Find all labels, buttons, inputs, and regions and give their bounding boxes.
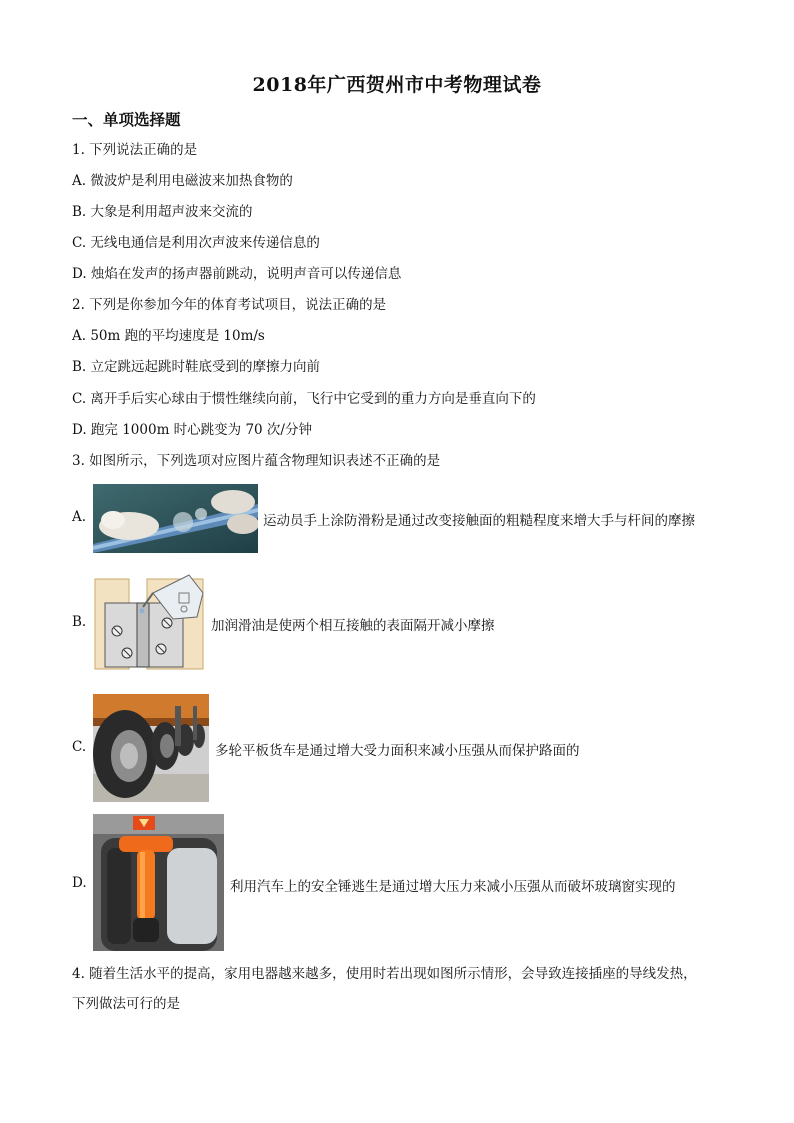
q2-option-c: C. 离开手后实心球由于惯性继续向前，飞行中它受到的重力方向是垂直向下的 [72,391,536,407]
q4-stem-line-1: 4. 随着生活水平的提高，家用电器越来越多，使用时若出现如图所示情形，会导致连接插座的导线发热， [72,966,697,982]
q3-option-c-text: 多轮平板货车是通过增大受力面积来减小压强从而保护路面的 [215,743,580,759]
q3-option-d-label: D. [72,875,87,891]
q3-option-d-text: 利用汽车上的安全锤逃生是通过增大压力来减小压强从而破坏玻璃窗实现的 [230,879,676,895]
hinge-oil-can-image [93,573,205,671]
q1-option-c: C. 无线电通信是利用次声波来传递信息的 [72,235,320,251]
gymnast-chalk-hands-image [93,484,258,553]
page-title: 2018年广西贺州市中考物理试卷 [252,74,542,96]
section-heading: 一、单项选择题 [72,110,181,129]
q3-stem: 3. 如图所示，下列选项对应图片蕴含物理知识表述不正确的是 [72,453,441,469]
multi-wheel-truck-image [93,694,209,802]
q1-option-d: D. 烛焰在发声的扬声器前跳动，说明声音可以传递信息 [72,266,402,282]
q1-stem: 1. 下列说法正确的是 [72,142,198,158]
safety-hammer-image [93,814,224,951]
q3-option-b-text: 加润滑油是使两个相互接触的表面隔开减小摩擦 [211,618,495,634]
q3-option-a-text: 运动员手上涂防滑粉是通过改变接触面的粗糙程度来增大手与杆间的摩擦 [263,513,695,529]
q2-option-a: A. 50m 跑的平均速度是 10m/s [72,328,265,344]
q4-stem-line-2: 下列做法可行的是 [72,996,180,1012]
q2-option-b: B. 立定跳远起跳时鞋底受到的摩擦力向前 [72,359,321,375]
q1-option-a: A. 微波炉是利用电磁波来加热食物的 [72,173,293,189]
q3-option-a-label: A. [72,509,87,525]
q3-option-c-label: C. [72,739,87,755]
q3-option-b-label: B. [72,614,87,630]
q2-stem: 2. 下列是你参加今年的体育考试项目，说法正确的是 [72,297,387,313]
q1-option-b: B. 大象是利用超声波来交流的 [72,204,253,220]
q2-option-d: D. 跑完 1000m 时心跳变为 70 次/分钟 [72,422,312,438]
